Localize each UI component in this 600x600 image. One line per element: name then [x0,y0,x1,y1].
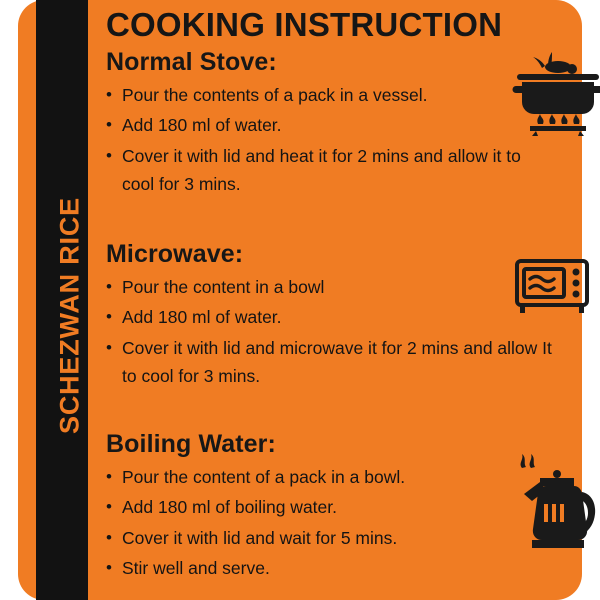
section-heading: Normal Stove: [106,48,277,76]
electric-kettle-icon [504,452,600,555]
instructions-content [100,0,582,600]
steps-list-microwave [106,273,582,390]
steps-list-stove [106,81,582,198]
list-item: • Cover it with lid and heat it for 2 mins and allow it to cool for 3 mins. [106,142,552,199]
list-item: • Add 180 ml of boiling water. [106,493,552,521]
section-normal-stove [106,48,582,200]
microwave-oven-icon [514,258,590,321]
list-item: • Cover it with lid and microwave it for 2 mins and allow It to cool for 3 mins. [106,334,552,391]
list-item: • Pour the content in a bowl [106,273,552,301]
list-item: • Add 180 ml of water. [106,111,552,139]
list-item: • Cover it with lid and wait for 5 mins. [106,524,552,552]
cooking-pot-icon [512,52,600,141]
list-item: • Stir well and serve. [106,554,552,582]
list-item: • Add 180 ml of water. [106,303,552,331]
list-item: • Pour the contents of a pack in a vessel. [106,81,552,109]
list-item: • Pour the content of a pack in a bowl. [106,463,552,491]
section-heading: Microwave: [106,240,244,268]
section-microwave [106,240,582,392]
page-title: COOKING INSTRUCTION [106,6,503,43]
product-name-vertical: SCHEZWAN RICE [54,197,85,434]
side-label-container [36,0,88,600]
section-heading: Boiling Water: [106,430,276,458]
